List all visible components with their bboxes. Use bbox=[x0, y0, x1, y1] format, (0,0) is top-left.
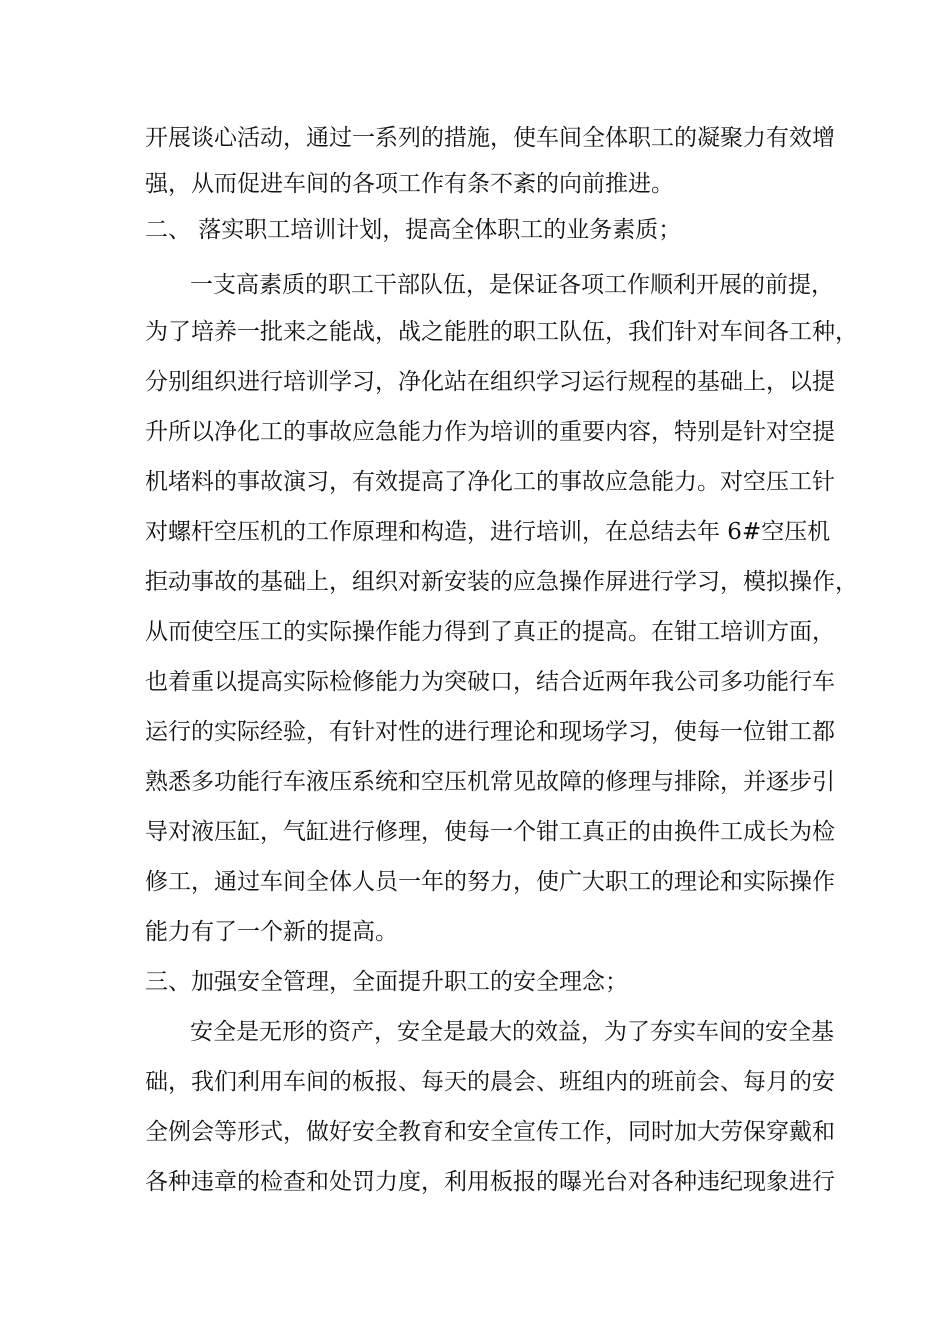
body-text-line: 运行的实际经验，有针对性的进行理论和现场学习，使每一位钳工都 bbox=[145, 719, 835, 745]
section-heading-2: 二、 落实职工培训计划，提高全体职工的业务素质； bbox=[145, 217, 682, 243]
body-text-line: 开展谈心活动，通过一系列的措施，使车间全体职工的凝聚力有效增 bbox=[145, 125, 835, 151]
body-text-line: 一支高素质的职工干部队伍，是保证各项工作顺利开展的前提， bbox=[190, 272, 834, 298]
body-text-line: 全例会等形式，做好安全教育和安全宣传工作，同时加大劳保穿戴和 bbox=[145, 1119, 835, 1145]
body-text-line: 升所以净化工的事故应急能力作为培训的重要内容，特别是针对空提 bbox=[145, 419, 835, 445]
body-text-line: 各种违章的检查和处罚力度，利用板报的曝光台对各种违纪现象进行 bbox=[145, 1169, 835, 1195]
body-text-line: 对螺杆空压机的工作原理和构造，进行培训，在总结去年 6#空压机 bbox=[145, 519, 831, 545]
body-text-line: 拒动事故的基础上，组织对新安装的应急操作屏进行学习，模拟操作， bbox=[145, 569, 858, 595]
section-heading-3: 三、加强安全管理，全面提升职工的安全理念； bbox=[145, 969, 628, 995]
body-text-line: 修工，通过车间全体人员一年的努力，使广大职工的理论和实际操作 bbox=[145, 869, 835, 895]
body-text-line: 机堵料的事故演习，有效提高了净化工的事故应急能力。对空压工针 bbox=[145, 469, 835, 495]
body-text-line: 础，我们利用车间的板报、每天的晨会、班组内的班前会、每月的安 bbox=[145, 1069, 835, 1095]
body-text-line: 熟悉多功能行车液压系统和空压机常见故障的修理与排除，并逐步引 bbox=[145, 769, 835, 795]
body-text-line: 为了培养一批来之能战，战之能胜的职工队伍，我们针对车间各工种， bbox=[145, 319, 858, 345]
body-text-line: 分别组织进行培训学习，净化站在组织学习运行规程的基础上，以提 bbox=[145, 369, 835, 395]
body-text-line: 从而使空压工的实际操作能力得到了真正的提高。在钳工培训方面， bbox=[145, 619, 835, 645]
body-text-line: 导对液压缸，气缸进行修理，使每一个钳工真正的由换件工成长为检 bbox=[145, 819, 835, 845]
body-text-line: 安全是无形的资产，安全是最大的效益，为了夯实车间的安全基 bbox=[190, 1019, 834, 1045]
body-text-line: 也着重以提高实际检修能力为突破口，结合近两年我公司多功能行车 bbox=[145, 669, 835, 695]
body-text-line: 强，从而促进车间的各项工作有条不紊的向前推进。 bbox=[145, 171, 674, 197]
body-text-line: 能力有了一个新的提高。 bbox=[145, 919, 398, 945]
